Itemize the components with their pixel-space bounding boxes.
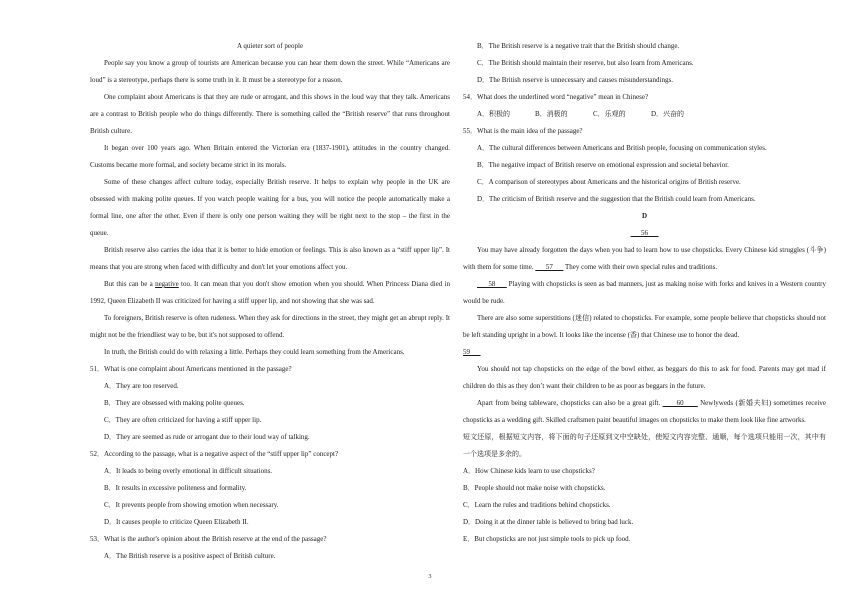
text-run: too. It can mean that you don't show emotion when you should. When Princess Diana died in 1992, Queen Elizabeth II was criticized for having a stiff upper lip, and not showing that she was sad. <box>90 280 451 305</box>
passage-paragraph: There are also some superstitions (迷信) related to chopsticks. For example, some people believe that chopsticks should not be left standing upright in a bowl. It looks like the incense (香) that Chinese use to honor the dead. <box>463 314 826 339</box>
left-column <box>90 38 450 565</box>
text-run: Newlyweds (新婚夫妇) sometimes receive chopsticks as a wedding gift. Skilled craftsmen paint beautiful images on chopsticks to make them look like fine artworks. <box>463 399 826 424</box>
passage-paragraph <box>463 395 826 429</box>
blank-57: 57 <box>535 263 564 271</box>
passage-title: A quieter sort of people <box>236 42 304 50</box>
section-heading: D <box>641 212 648 220</box>
option: C．The British should maintain their reserve, but also learn from Americans. <box>477 59 694 67</box>
blank-60: 60 <box>662 399 698 407</box>
blank-56: 56 <box>630 229 659 237</box>
option: A．The British reserve is a positive aspect of British culture. <box>104 552 276 560</box>
passage-paragraph: In truth, the British could do with relaxing a little. Perhaps they could learn something from the Americans. <box>104 348 405 356</box>
choice-option: C．Learn the rules and traditions behind chopsticks. <box>463 501 611 509</box>
option: C．It prevents people from showing emotion when necessary. <box>104 501 279 509</box>
option: B．The British reserve is a negative trait that the British should change. <box>477 42 680 50</box>
instructions: 短文还原，根据短文内容，将下面的句子还原到文中空缺处，使短文内容完整、通顺，每个选项只能用一次，其中有一个选项是多余的。 <box>463 433 826 458</box>
text-run: But this can be a <box>104 280 156 288</box>
option: A．积极的 <box>477 110 511 118</box>
passage-paragraph: People say you know a group of tourists are American because you can hear them down the street. While “Americans are loud” is a stereotype, perhaps there is some truth in it. It must be a stereotype for a reason. <box>90 59 450 84</box>
text-run: Playing with chopsticks is seen as bad manners, just as making noise with forks and knives in a Western country would be rude. <box>463 280 826 305</box>
option: B．消极的 <box>535 110 568 118</box>
passage-paragraph: You should not tap chopsticks on the edge of the bowl either, as beggars do this to ask for food. Parents may get mad if children do this as they don’t want their children to be as poor as beggars in the future. <box>463 365 826 390</box>
text-run: Apart from being tableware, chopsticks can also be a great gift. <box>477 399 663 407</box>
question-53: 53．What is the author's opinion about the British reserve at the end of the passage? <box>90 535 327 543</box>
option: C．A comparison of stereotypes about Americans and the historical origins of British reserve. <box>477 178 741 186</box>
choice-option: D．Doing it at the dinner table is believed to bring bad luck. <box>463 518 634 526</box>
passage-paragraph: It began over 100 years ago. When Britain entered the Victorian era (1837-1901), attitudes in the country changed. Customs became more formal, and society became strict in its morals. <box>90 144 450 169</box>
option: A．It leads to being overly emotional in difficult situations. <box>104 467 273 475</box>
passage-paragraph <box>463 276 826 310</box>
passage-paragraph <box>90 276 450 310</box>
passage-paragraph <box>463 242 826 276</box>
option: C．乐观的 <box>593 110 626 118</box>
passage-paragraph: To foreigners, British reserve is often rudeness. When they ask for directions in the street, they might get an abrupt reply. It might not be the friendliest way to be, but it's not supposed to offend. <box>90 314 450 339</box>
text-run: You may have already forgotten the days when you had to learn how to use chopsticks. Every Chinese kid struggles (斗争) with them for some time. <box>463 246 826 271</box>
page-number: 3 <box>428 574 432 580</box>
choice-option: E．But chopsticks are not just simple tools to pick up food. <box>463 535 631 543</box>
choice-option: B．People should not make noise with chopsticks. <box>463 484 606 492</box>
question-51: 51．What is one complaint about Americans mentioned in the passage? <box>90 365 292 373</box>
option: B．It results in excessive politeness and formality. <box>104 484 247 492</box>
option: D．兴奋的 <box>651 110 685 118</box>
blank-line-56 <box>463 225 826 242</box>
option: D．It causes people to criticize Queen Elizabeth II. <box>104 518 249 526</box>
option: D．They are seemed as rude or arrogant due to their loud way of talking. <box>104 433 310 441</box>
option: B．The negative impact of British reserve on emotional expression and societal behavior. <box>477 161 729 169</box>
option: D．The British reserve is unnecessary and causes misunderstandings. <box>477 76 673 84</box>
passage-paragraph: One complaint about Americans is that they are rude or arrogant, and this shows in the loud way that they talk. Americans are a contrast to British people who do things differently. There is something called the “British reserve” that runs throughout British culture. <box>90 93 450 135</box>
blank-59: 59 <box>463 348 481 356</box>
question-55: 55．What is the main idea of the passage? <box>463 127 583 135</box>
blank-58: 58 <box>477 280 507 288</box>
question-54: 54．What does the underlined word “negative” mean in Chinese? <box>463 93 649 101</box>
passage-paragraph: British reserve also carries the idea that it is better to hide emotion or feelings. This is also known as a “stiff upper lip”. It means that you are strong when faced with difficulty and don't let your emotions affect you. <box>90 246 450 271</box>
blank-line-59 <box>463 344 826 361</box>
option: A．They are too reserved. <box>104 382 179 390</box>
option: D．The criticism of British reserve and the suggestion that the British could learn from Americans. <box>477 195 756 203</box>
option: C．They are often criticized for having a stiff upper lip. <box>104 416 262 424</box>
passage-paragraph: Some of these changes affect culture today, especially British reserve. It helps to explain why people in the UK are obsessed with making polite queues. If you watch people waiting for a bus, you will notice the people automatically make a formal line, one after the other. Even if there is only one person waiting they will be right next to the stop – the first in the queue. <box>90 178 450 237</box>
options-row <box>463 106 826 123</box>
underlined-word: negative <box>155 280 179 288</box>
choice-option: A．How Chinese kids learn to use chopsticks? <box>463 467 595 475</box>
option: B．They are obsessed with making polite queues. <box>104 399 245 407</box>
text-run: They come with their own special rules and traditions. <box>563 263 718 271</box>
option: A．The cultural differences between Americans and British people, focusing on communication styles. <box>477 144 767 152</box>
right-column <box>463 38 826 548</box>
question-52: 52．According to the passage, what is a negative aspect of the “stiff upper lip” concept? <box>90 450 339 458</box>
